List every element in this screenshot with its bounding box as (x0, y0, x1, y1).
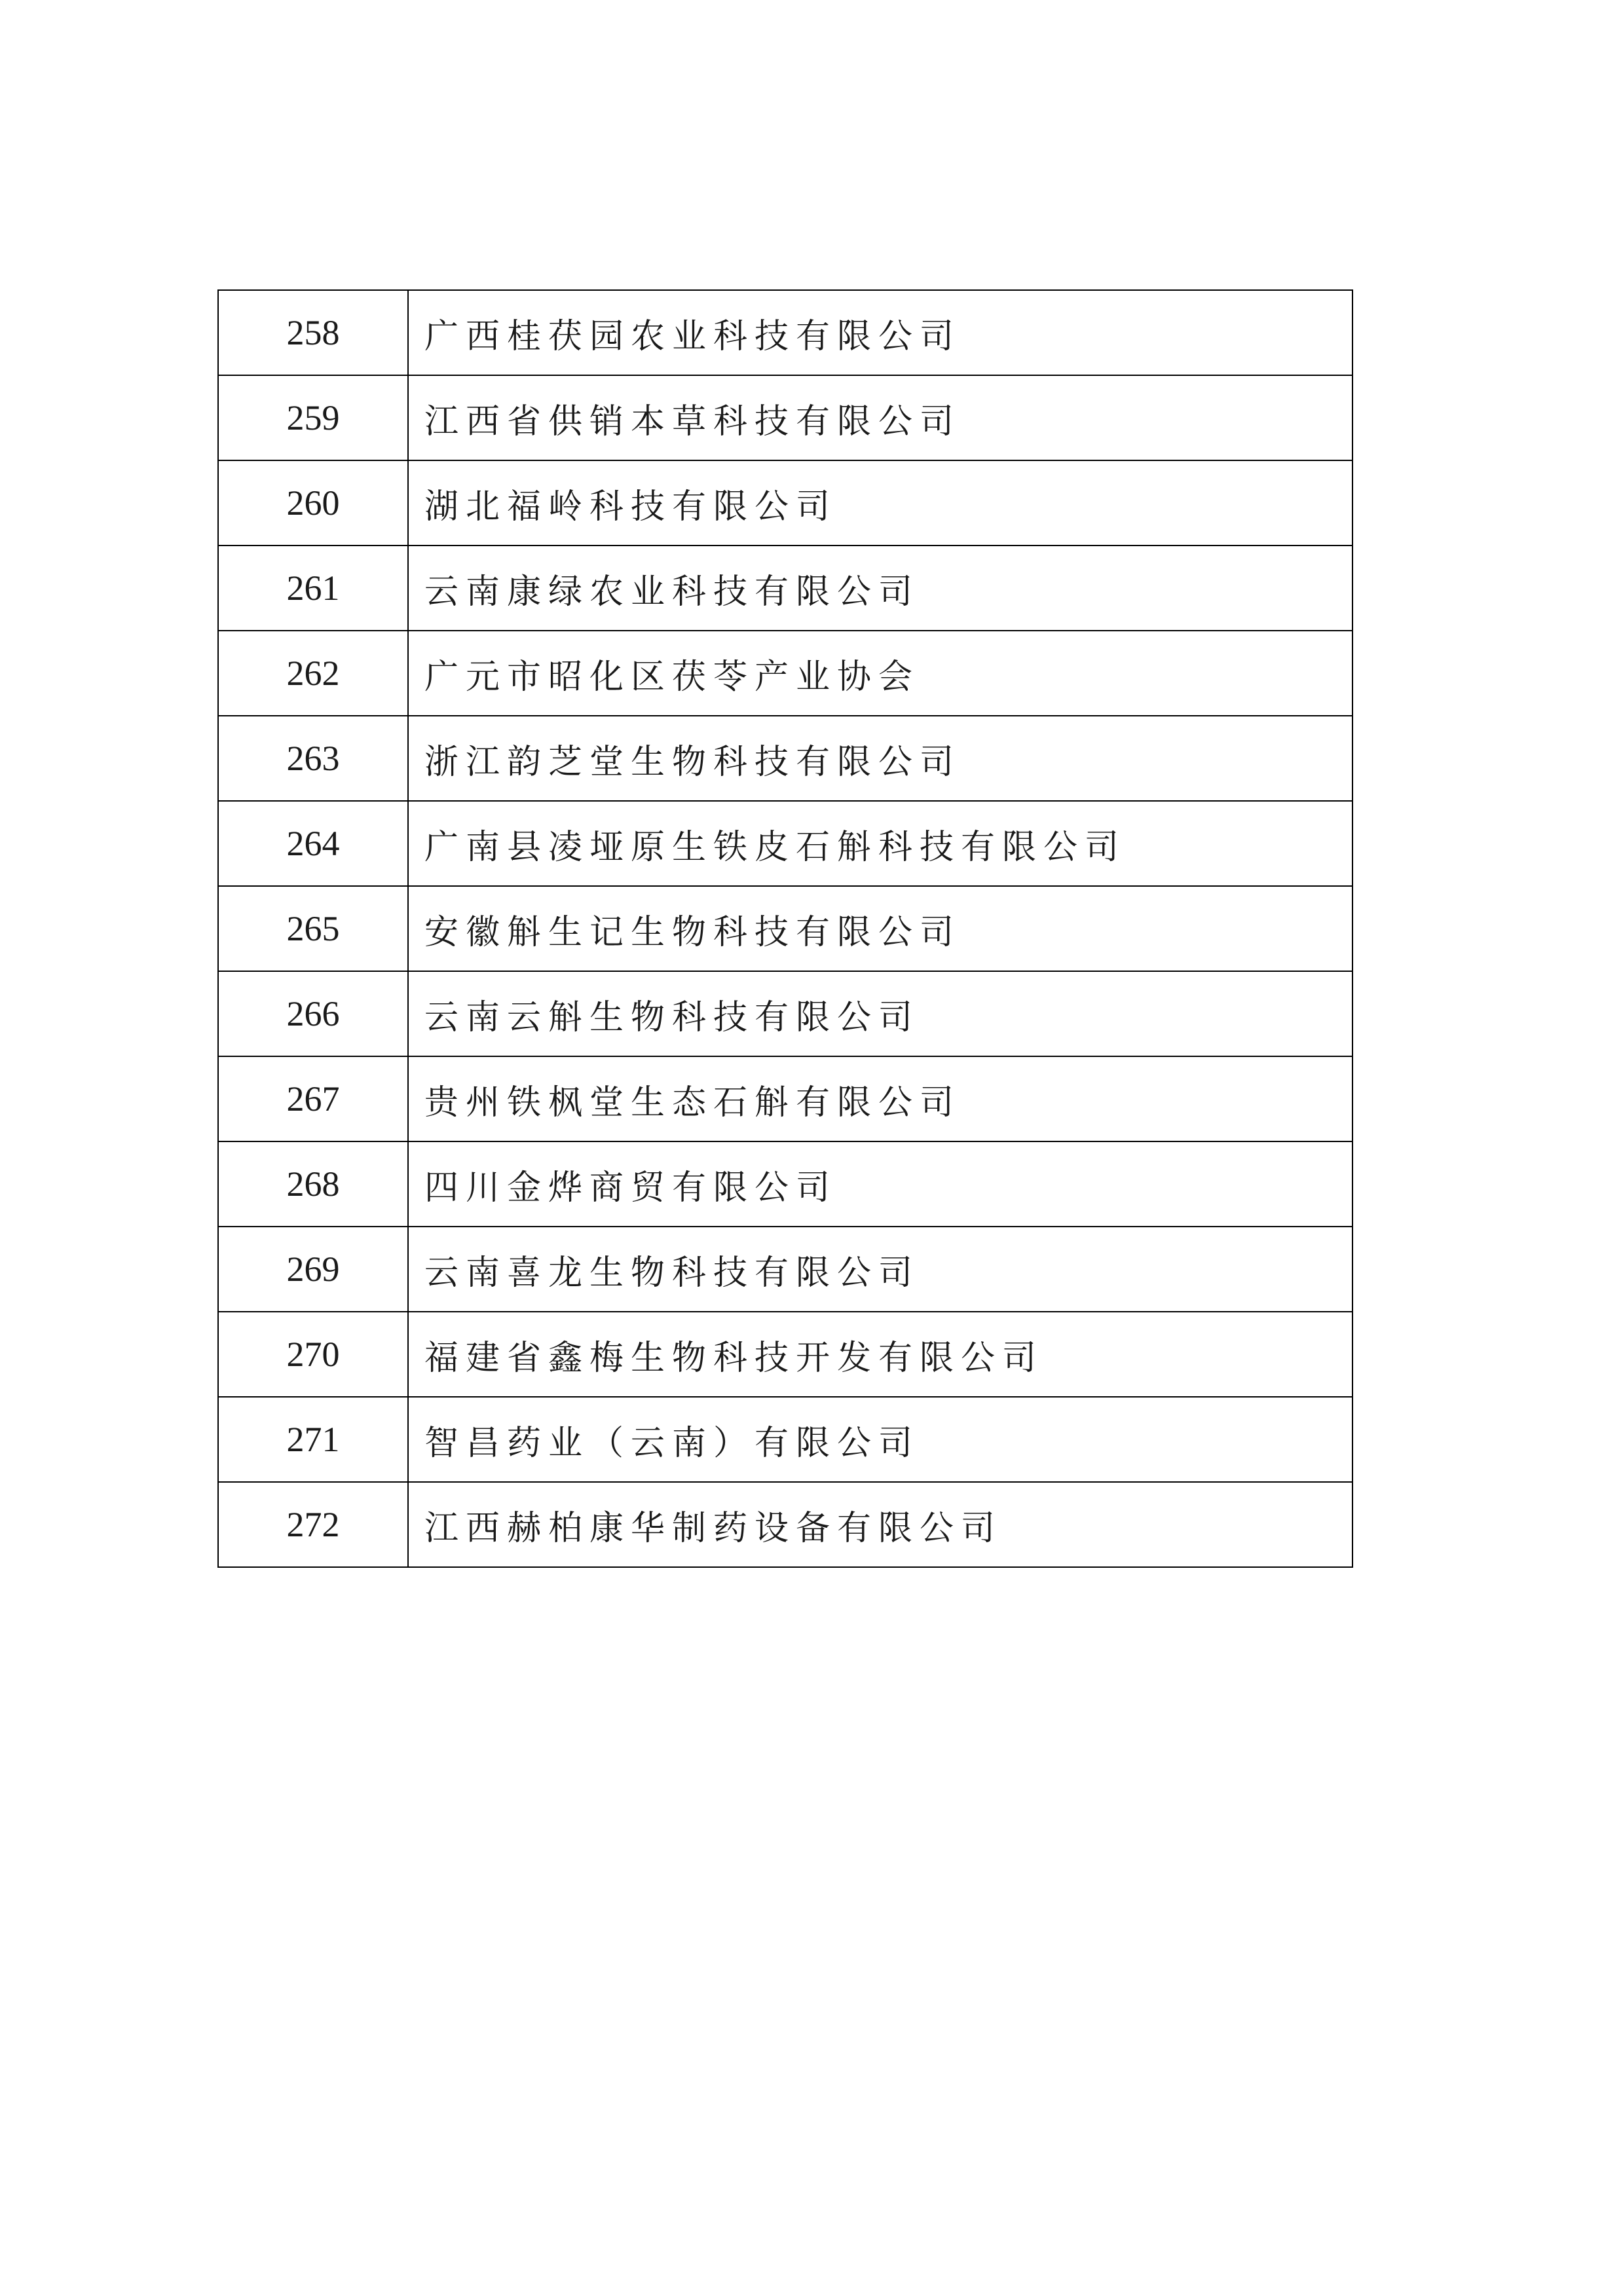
row-number: 267 (218, 1056, 408, 1141)
row-number: 270 (218, 1312, 408, 1397)
row-number: 258 (218, 290, 408, 375)
company-name: 广南县凌垭原生铁皮石斛科技有限公司 (408, 801, 1352, 886)
row-number: 263 (218, 716, 408, 801)
table-row (218, 971, 1352, 1056)
table-row (218, 631, 1352, 716)
row-number: 262 (218, 631, 408, 716)
table-row (218, 1397, 1352, 1482)
table-row (218, 1482, 1352, 1567)
company-name: 广元市昭化区茯苓产业协会 (408, 631, 1352, 716)
company-name: 贵州铁枫堂生态石斛有限公司 (408, 1056, 1352, 1141)
company-name: 四川金烨商贸有限公司 (408, 1141, 1352, 1227)
row-number: 260 (218, 460, 408, 546)
table-row (218, 716, 1352, 801)
company-name: 智昌药业（云南）有限公司 (408, 1397, 1352, 1482)
table-row (218, 1056, 1352, 1141)
table-row (218, 290, 1352, 375)
row-number: 259 (218, 375, 408, 460)
company-name: 江西省供销本草科技有限公司 (408, 375, 1352, 460)
table-row (218, 1141, 1352, 1227)
company-name: 云南云斛生物科技有限公司 (408, 971, 1352, 1056)
table-row (218, 375, 1352, 460)
company-name: 江西赫柏康华制药设备有限公司 (408, 1482, 1352, 1567)
table-row (218, 546, 1352, 631)
table-row (218, 1227, 1352, 1312)
company-list-table (217, 289, 1353, 1568)
company-name: 云南喜龙生物科技有限公司 (408, 1227, 1352, 1312)
row-number: 272 (218, 1482, 408, 1567)
row-number: 271 (218, 1397, 408, 1482)
table-row (218, 886, 1352, 971)
table-row (218, 1312, 1352, 1397)
row-number: 261 (218, 546, 408, 631)
company-name: 安徽斛生记生物科技有限公司 (408, 886, 1352, 971)
table-row (218, 460, 1352, 546)
company-name: 云南康绿农业科技有限公司 (408, 546, 1352, 631)
table-row (218, 801, 1352, 886)
row-number: 266 (218, 971, 408, 1056)
company-name: 湖北福岭科技有限公司 (408, 460, 1352, 546)
row-number: 268 (218, 1141, 408, 1227)
row-number: 269 (218, 1227, 408, 1312)
row-number: 264 (218, 801, 408, 886)
company-name: 福建省鑫梅生物科技开发有限公司 (408, 1312, 1352, 1397)
company-name: 浙江韵芝堂生物科技有限公司 (408, 716, 1352, 801)
row-number: 265 (218, 886, 408, 971)
company-name: 广西桂茯园农业科技有限公司 (408, 290, 1352, 375)
